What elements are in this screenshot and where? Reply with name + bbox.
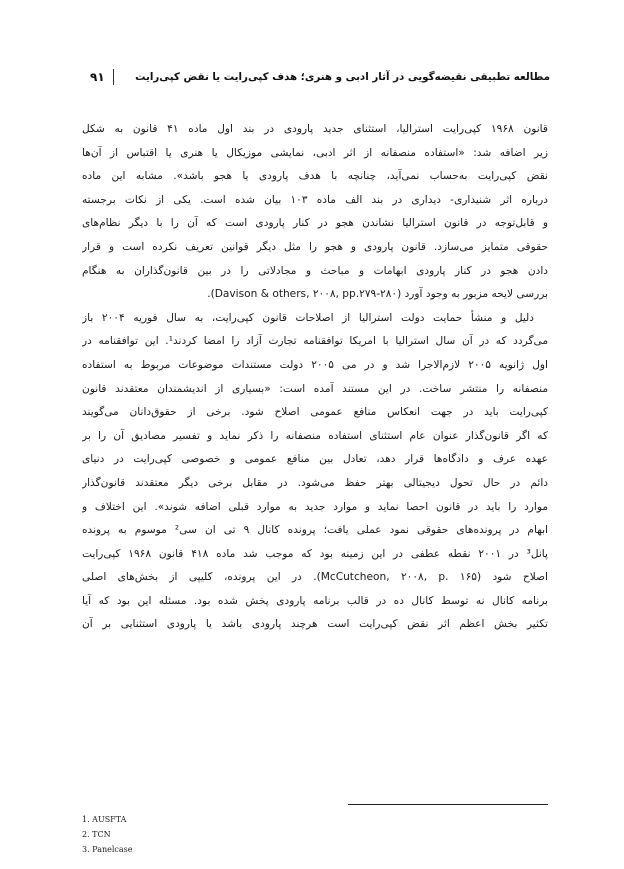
text-line: اصلاح شود (McCutcheon, ۲۰۰۸, p. ۱۶۵). در این پرونده، کلیپی از بخش‌های اصلی — [82, 571, 548, 584]
text-line: حقوقی متمایز می‌سازد. قانون پارودی و هجو را مثل دیگر قوانین تعریف نکرده است و قرار — [82, 240, 548, 253]
text-line: دائم در حال تحول دیجیتالی بهتر حفظ می‌شود. در مقابل برخی دیگر معتقدند قانون‌گذار — [82, 476, 548, 489]
body-text — [82, 118, 548, 637]
footnote: 2. TCN — [82, 830, 111, 839]
footnote-divider — [348, 804, 548, 805]
text-line: قانون ۱۹۶۸ کپی‌رایت استرالیا، استثنای جدید پارودی در بند اول ماده ۴۱ قانون به شکل — [82, 123, 548, 135]
text-line: اول ژانویه ۲۰۰۵ لازم‌الاجرا شد و در می ۲۰۰۵ دولت مستندات موضوعات مربوط به استفاده — [82, 358, 548, 371]
text-line: و قابل‌توجه در قانون استرالیا نشاندن هجو در کنار پارودی است که آن را با دیگر نظام‌های — [82, 217, 548, 230]
page-number: ۹۱ — [90, 70, 105, 84]
text-line: دادن هجو در کنار پارودی ابهامات و مباحث و مجادلاتی را در بین قانون‌گذاران به هنگام — [82, 264, 548, 277]
text-line: ابهام در پرونده‌های حقوقی نمود عملی یافت؛ پرونده کانال ۹ تی ان سی² موسوم به پرونده — [82, 524, 548, 537]
text-line: زیر اضافه شد: «استفاده منصفانه از اثر ادبی، نمایشی موزیکال یا هنری یا اقتباس از آن‌ها — [82, 146, 548, 159]
footnotes — [82, 812, 133, 857]
text-line: عهده عرف و دادگاه‌ها قرار دهد، تعادل بین منافع عمومی و خصوصی کپی‌رایت در دنیای — [82, 453, 548, 466]
text-line: درباره اثر شنیداری- دیداری در بند الف ماده ۱۰۳ بیان شده است. یکی از نکات برجسته — [82, 193, 548, 206]
text-line: می‌گردد که در آن سال استرالیا با امریکا توافقنامه تجارت آزاد را امضا کردند¹. این توافقنامه در — [82, 335, 548, 348]
text-line: تکثیر بخش اعظم اثر نقض کپی‌رایت است هرچند پارودی باشد یا پارودی استثنایی بر آن — [82, 618, 548, 631]
text-line: دلیل و منشأ حمایت دولت استرالیا از اصلاحات قانون کپی‌رایت، به سال فوریه ۲۰۰۴ باز — [82, 311, 534, 324]
footnote: 1. AUSFTA — [82, 815, 127, 824]
page-header — [90, 66, 550, 88]
text-line: موارد را باید در قانون احصا نماید و موارد جدید به موارد قبلی اضافه شوند». این اختلاف و — [82, 500, 548, 513]
text-line: برنامه کانال نه توسط کانال ده در قالب برنامه پارودی پخش شده بود. مسئله این بود که آیا — [82, 594, 548, 607]
running-title: مطالعه تطبیقی نقیضه‌گویی در آثار ادبی و هنری؛ هدف کپی‌رایت یا نقض کپی‌رایت — [135, 71, 550, 83]
text-line: که اگر قانون‌گذار عنوان عام استثنای استفاده منصفانه را ذکر نماید و تفسیر مصادیق آن را بر — [82, 429, 548, 442]
text-line: منصفانه را منتشر ساخت. در این مستند آمده است: «بسیاری از اندیشمندان معتقدند قانون — [82, 382, 548, 395]
header-divider — [113, 69, 114, 85]
header-number-group — [90, 69, 122, 85]
text-line: کپی‌رایت باید در جهت انعکاس منافع عمومی اصلاح شود. برخی از حقوق‌دانان می‌گویند — [82, 406, 548, 419]
footnote: 3. Panelcase — [82, 845, 133, 854]
text-line: نقض کپی‌رایت به‌حساب نمی‌آید، چنانچه با هدف پارودی یا هجو باشد». مشابه این ماده — [82, 170, 548, 183]
text-line: بررسی لایحه مزبور به وجود آورد (Davison & others, ۲۰۰۸, pp.۲۷۹-۲۸۰). — [207, 288, 548, 301]
text-line: پانل³ در ۲۰۰۱ نقطه عطفی در این زمینه بود که موجب شد ماده ۴۱۸ قانون ۱۹۶۸ کپی‌رایت — [82, 547, 548, 560]
